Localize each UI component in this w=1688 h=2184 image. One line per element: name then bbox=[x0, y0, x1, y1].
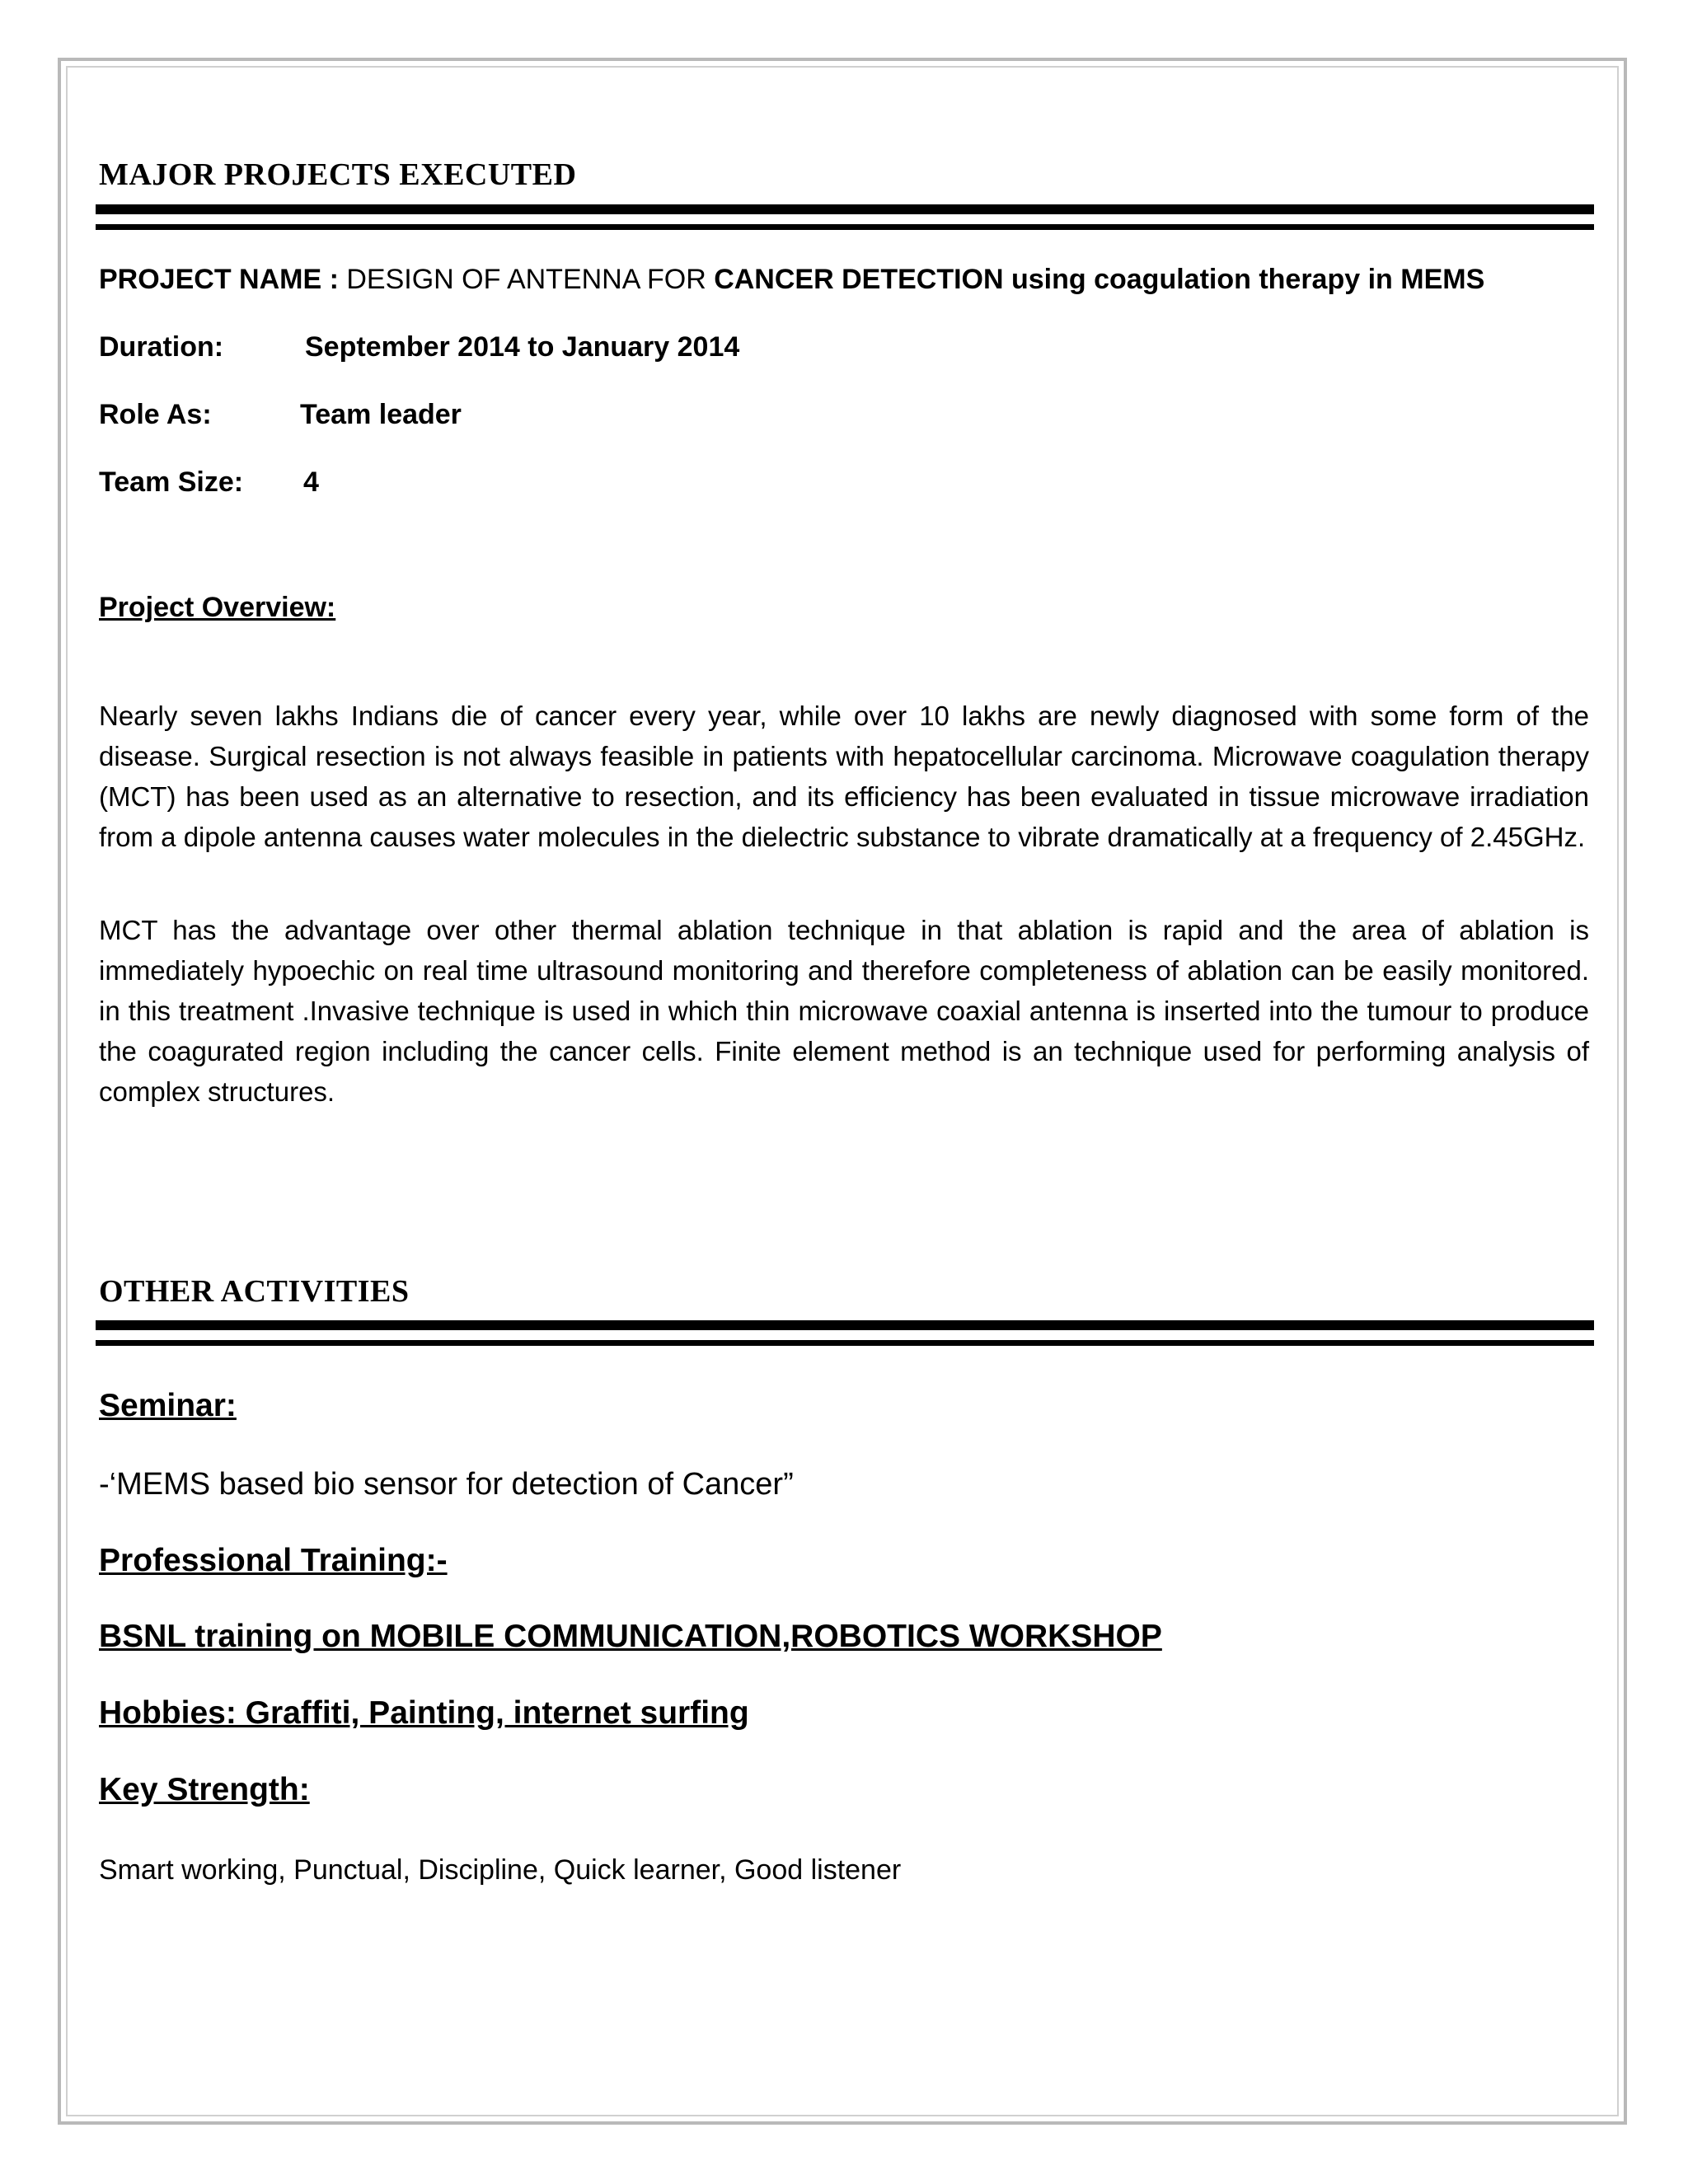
section-rule-thin bbox=[96, 1340, 1594, 1346]
team-size-line bbox=[99, 466, 319, 499]
overview-paragraph-2: MCT has the advantage over other thermal ablation technique in that ablation is rapid and the area of ablation is immediately hypoechic on real time ultrasound monitoring and therefore completeness of ablation can be easily monitored. in this treatment .Invasive technique is used in which thin microwave coaxial antenna is inserted into the tumour to produce the coagurated region including the cancer cells. Finite element method is an technique used for performing analysis of complex structures. bbox=[99, 915, 1589, 1107]
duration-line bbox=[99, 331, 739, 363]
key-strength-text: Smart working, Punctual, Discipline, Quick learner, Good listener bbox=[99, 1854, 902, 1886]
key-strength-title: Key Strength: bbox=[99, 1772, 310, 1807]
seminar-title: Seminar: bbox=[99, 1388, 237, 1423]
training-text: BSNL training on MOBILE COMMUNICATION,ROBOTICS WORKSHOP bbox=[99, 1619, 1162, 1654]
professional-training-title: Professional Training:- bbox=[99, 1543, 448, 1578]
project-overview-title: Project Overview: bbox=[99, 592, 336, 623]
project-name-label: PROJECT NAME bbox=[99, 264, 322, 295]
seminar-text: -‘MEMS based bio sensor for detection of Cancer” bbox=[99, 1467, 794, 1502]
section-rule-thick bbox=[96, 1320, 1594, 1330]
section-rule-thick bbox=[96, 204, 1594, 214]
hobbies-text: Hobbies: Graffiti, Painting, internet surfing bbox=[99, 1695, 749, 1731]
duration-value: September 2014 to January 2014 bbox=[305, 331, 740, 363]
team-size-value: 4 bbox=[303, 466, 319, 498]
role-label: Role As: bbox=[99, 399, 212, 430]
project-name-line bbox=[99, 264, 1484, 296]
section-rule-thin bbox=[96, 224, 1594, 230]
role-value: Team leader bbox=[300, 399, 462, 430]
other-activities-heading: OTHER ACTIVITIES bbox=[99, 1274, 410, 1309]
project-name-separator: : bbox=[321, 264, 347, 295]
major-projects-heading: MAJOR PROJECTS EXECUTED bbox=[99, 157, 577, 192]
team-size-label: Team Size: bbox=[99, 466, 244, 498]
duration-label: Duration: bbox=[99, 331, 224, 363]
project-name-part1: DESIGN OF ANTENNA FOR bbox=[346, 264, 715, 295]
project-name-part2: CANCER DETECTION using coagulation therapy in MEMS bbox=[714, 264, 1485, 295]
overview-paragraph-1: Nearly seven lakhs Indians die of cancer every year, while over 10 lakhs are newly diagnosed with some form of the disease. Surgical resection is not always feasible in patients with hepatocellular carcinoma. Microwave coagulation therapy (MCT) has been used as an alternative to resection, and its efficiency has been evaluated in tissue microwave irradiation from a dipole antenna causes water molecules in the dielectric substance to vibrate dramatically at a frequency of 2.45GHz. bbox=[99, 701, 1589, 852]
role-line bbox=[99, 399, 462, 431]
